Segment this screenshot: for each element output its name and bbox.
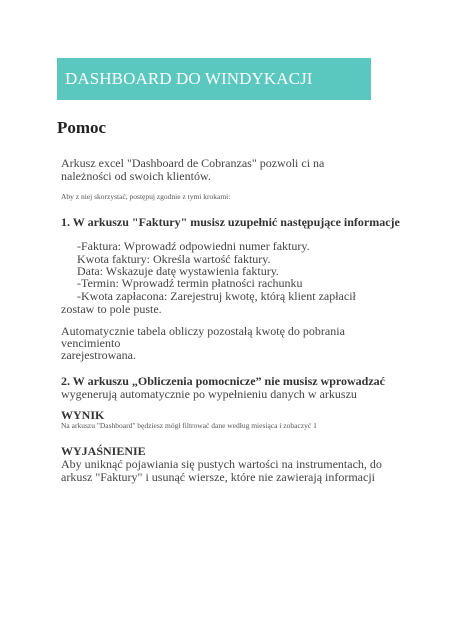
steps-note: Aby z niej skorzystać, postępuj zgodnie z tymi krokami: [61, 192, 231, 201]
intro-line-2: należności od swoich klientów. [61, 169, 211, 183]
field-item-invoice: -Faktura: Wprowadź odpowiedni numer faktury. [77, 239, 310, 253]
intro-line-1: Arkusz excel "Dashboard de Cobranzas" pozwoli ci na [61, 156, 325, 170]
field-item-amount: Kwota faktury: Określa wartość faktury. [77, 252, 271, 266]
section-2-body: wygenerują automatycznie po wypełnieniu danych w arkuszu [61, 387, 357, 401]
auto-calc-line-2: vencimiento [61, 336, 121, 350]
field-item-date: Data: Wskazuje datę wystawienia faktury. [77, 264, 279, 278]
explanation-heading: WYJAŚNIENIE [61, 444, 146, 458]
explanation-line-2: arkusz "Faktury" i usunąć wiersze, które nie zawierają informacji [61, 470, 376, 484]
title-banner [57, 58, 371, 100]
result-body: Na arkuszu "Dashboard" będziesz mógł filtrować dane według miesiąca i zobaczyć 1 [61, 421, 317, 430]
auto-calc-line-1: Automatycznie tabela obliczy pozostałą kwotę do pobrania [61, 324, 345, 338]
field-item-tail: zostaw to pole puste. [61, 302, 162, 316]
help-heading: Pomoc [57, 118, 107, 137]
dashboard-title: DASHBOARD DO WINDYKACJI [65, 69, 313, 88]
explanation-line-1: Aby uniknąć pojawiania się pustych wartości na instrumentach, do [61, 457, 382, 471]
field-item-paid-amount: -Kwota zapłacona: Zarejestruj kwotę, którą klient zapłacił [77, 289, 356, 303]
result-heading: WYNIK [61, 408, 105, 422]
field-item-due-date: -Termin: Wprowadź termin płatności rachunku [77, 276, 303, 290]
section-2-heading: 2. W arkuszu „Obliczenia pomocnicze” nie musisz wprowadzać [61, 374, 385, 388]
auto-calc-line-3: zarejestrowana. [61, 348, 136, 362]
section-1-heading: 1. W arkuszu "Faktury" musisz uzupełnić następujące informacje [61, 215, 400, 229]
